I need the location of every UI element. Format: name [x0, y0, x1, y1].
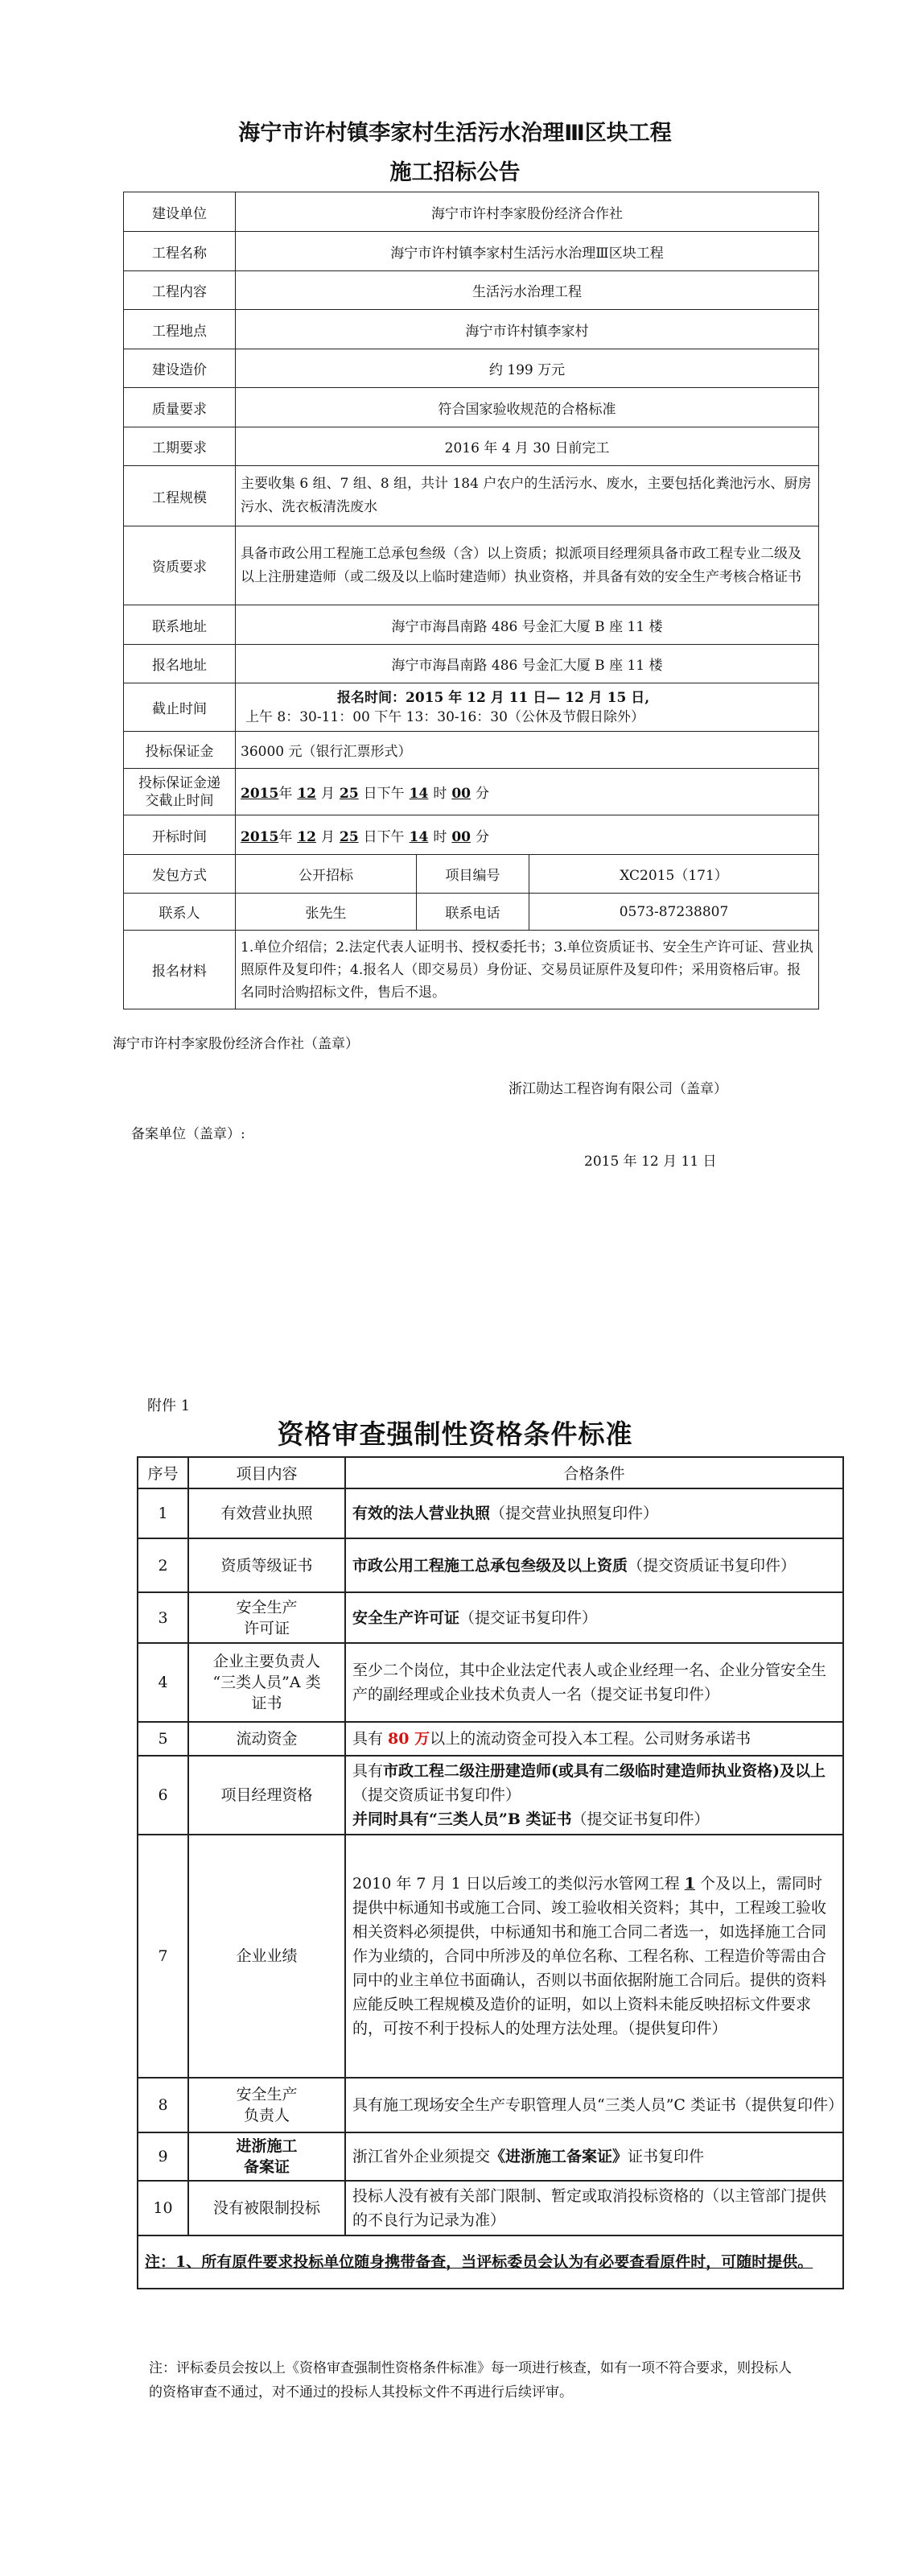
- deposit-row: [124, 732, 819, 769]
- op-month-unit: 月: [321, 828, 335, 845]
- cond-amount: 80 万: [388, 1730, 430, 1748]
- phone-label: 联系电话: [417, 894, 529, 931]
- table-row: [138, 1643, 843, 1722]
- row-cond: [345, 1488, 843, 1538]
- cond-bold: 市政工程二级注册建造师(或具有二级临时建造师执业资格)及以上: [383, 1762, 826, 1780]
- cond-post: 以上的流动资金可投入本工程。公司财务承诺书: [430, 1730, 751, 1748]
- dd-month: 12: [297, 786, 316, 802]
- cond-bold: 并同时具有“三类人员”B 类证书: [352, 1810, 572, 1828]
- cond-post: 证书复印件: [628, 2148, 705, 2165]
- row-no: 4: [138, 1643, 188, 1722]
- notice-row: [124, 605, 819, 645]
- row-value: 具备市政公用工程施工总承包叁级（含）以上资质；拟派项目经理须具备市政工程专业二级及以上注册建造师（或二级及以上临时建造师）执业资格，并具备有效的安全生产考核合格证书: [236, 526, 819, 605]
- row-no: 7: [138, 1835, 188, 2078]
- dd-year-unit: 年: [278, 786, 293, 802]
- table-row: [138, 1538, 843, 1592]
- opening-value: [236, 815, 819, 855]
- row-cond: [345, 1835, 843, 2078]
- row-value: 海宁市许村镇李家村: [236, 310, 819, 349]
- row-no: 2: [138, 1538, 188, 1592]
- row-no: 5: [138, 1722, 188, 1756]
- cond-rest: （提交资质证书复印件）: [628, 1556, 797, 1575]
- row-no: 3: [138, 1592, 188, 1643]
- dd-day-unit: 日下午: [363, 786, 405, 802]
- method-row: [124, 855, 819, 894]
- notice-row: [124, 526, 819, 605]
- op-min-unit: 分: [476, 828, 490, 845]
- dd-hour-unit: 时: [433, 786, 447, 802]
- row-label: 建设单位: [124, 192, 236, 232]
- row-cond: [345, 1722, 843, 1756]
- cond-rest: （提交营业执照复印件）: [490, 1505, 659, 1522]
- item-line: 安全生产: [236, 1598, 298, 1616]
- row-value: 海宁市许村李家股份经济合作社: [236, 192, 819, 232]
- row-item: [188, 2132, 345, 2181]
- owner-seal: 海宁市许村李家股份经济合作社（盖章）: [113, 1036, 359, 1052]
- op-month: 12: [297, 828, 316, 845]
- notice-row: [124, 388, 819, 427]
- row-label: 资质要求: [124, 526, 236, 605]
- row-item: 有效营业执照: [188, 1488, 345, 1538]
- cond-pre: 2010 年 7 月 1 日以后竣工的类似污水管网工程: [352, 1875, 685, 1893]
- item-line: 安全生产: [236, 2086, 298, 2103]
- notice-table: [123, 192, 819, 1009]
- row-value: 约 199 万元: [236, 349, 819, 388]
- table-row: [138, 2181, 843, 2235]
- op-year: 2015: [241, 828, 279, 845]
- row-item: 没有被限制投标: [188, 2181, 345, 2235]
- agency-seal: 浙江勋达工程咨询有限公司（盖章）: [509, 1081, 727, 1097]
- notice-title-line1: 海宁市许村镇李家村生活污水治理Ⅲ区块工程: [238, 121, 672, 146]
- row-label: 工期要求: [124, 427, 236, 466]
- cond-pre: 浙江省外企业须提交: [352, 2148, 491, 2165]
- materials-row: [124, 931, 819, 1009]
- deposit-deadline-row: [124, 769, 819, 815]
- cond-mid: （提交资质证书复印件）: [352, 1786, 521, 1804]
- table-note: 注：1、所有原件要求投标单位随身携带备查，当评标委员会认为有必要查看原件时，可随时提供。: [138, 2235, 843, 2289]
- project-no-value: XC2015（171）: [529, 855, 819, 894]
- op-hour: 14: [409, 828, 429, 845]
- row-label: 工程名称: [124, 232, 236, 271]
- row-cond: [345, 2132, 843, 2181]
- dd-min: 00: [451, 786, 471, 802]
- table-row: [138, 1592, 843, 1643]
- row-item: 企业业绩: [188, 1835, 345, 2078]
- header-cond: 合格条件: [345, 1457, 843, 1488]
- table-row: [138, 2078, 843, 2132]
- item-line: “三类人员”A 类: [212, 1674, 321, 1691]
- op-hour-unit: 时: [433, 828, 447, 845]
- cond-bold: 有效的法人营业执照: [352, 1505, 491, 1522]
- row-label: 质量要求: [124, 388, 236, 427]
- row-label: 报名地址: [124, 645, 236, 683]
- row-no: 1: [138, 1488, 188, 1538]
- notice-row: [124, 192, 819, 232]
- row-cond: [345, 1592, 843, 1643]
- item-line: 证书: [251, 1695, 282, 1712]
- row-value: 生活污水治理工程: [236, 271, 819, 310]
- notice-title-line2: 施工招标公告: [389, 160, 521, 185]
- table-header-row: [138, 1457, 843, 1488]
- row-value: 海宁市海昌南路 486 号金汇大厦 B 座 11 楼: [236, 605, 819, 645]
- row-cond: 至少二个岗位，其中企业法定代表人或企业经理一名、企业分管安全生产的副经理或企业技术负责人一名（提交证书复印件）: [345, 1643, 843, 1722]
- row-value: 海宁市许村镇李家村生活污水治理Ⅲ区块工程: [236, 232, 819, 271]
- deadline-line2: 上午 8：30-11：00 下午 13：30-16：30（公休及节假日除外）: [245, 708, 644, 725]
- table-row: [138, 1722, 843, 1756]
- cond-post: 个及以上，需同时提供中标通知书或施工合同、竣工验收相关资料；其中，工程竣工验收相关资料必须提供，中标通知书和施工合同二者选一，如选择施工合同作为业绩的，合同中所涉及的单位名称、工程名称、工程造价等需由合同中的业主单位书面确认，否则以书面依据附施工合同后。提供的资料应能反映工程规模及造价的证明，如以上资料未能反映招标文件要求的，可按不利于投标人的处理方法处理。（提供复印件）: [352, 1875, 827, 2037]
- header-item: 项目内容: [188, 1457, 345, 1488]
- notice-row: [124, 310, 819, 349]
- row-no: 10: [138, 2181, 188, 2235]
- deadline-line1: 报名时间：2015 年 12 月 11 日— 12 月 15 日,: [337, 689, 650, 706]
- deposit-label: 投标保证金: [124, 732, 236, 769]
- contact-value: 张先生: [236, 894, 417, 931]
- deadline-value: [236, 683, 819, 732]
- cond-rest: （提交证书复印件）: [459, 1608, 598, 1627]
- cond-bold: 《进浙施工备案证》: [490, 2148, 628, 2165]
- filing-unit: 备案单位（盖章）:: [131, 1126, 245, 1142]
- deposit-deadline-label: [124, 769, 236, 815]
- table-row: [138, 1835, 843, 2078]
- deposit-value: 36000 元（银行汇票形式）: [236, 732, 819, 769]
- notice-row: [124, 232, 819, 271]
- cond-count: 1: [684, 1875, 696, 1893]
- materials-label: 报名材料: [124, 931, 236, 1009]
- review-endnote: 注：评标委员会按以上《资格审查强制性资格条件标准》每一项进行核查，如有一项不符合要求，则投标人的资格审查不通过，对不通过的投标人其投标文件不再进行后续评审。: [149, 2360, 792, 2401]
- dd-min-unit: 分: [476, 786, 490, 802]
- opening-row: [124, 815, 819, 855]
- table-row: [138, 1488, 843, 1538]
- contact-label: 联系人: [124, 894, 236, 931]
- dd-hour: 14: [409, 786, 429, 802]
- contact-row: [124, 894, 819, 931]
- header-no: 序号: [138, 1457, 188, 1488]
- annex-title: 资格审查强制性资格条件标准: [277, 1418, 633, 1450]
- table-row: [138, 2132, 843, 2181]
- item-line: 企业主要负责人: [212, 1653, 320, 1670]
- qualification-table: [137, 1456, 844, 2289]
- row-item: [188, 1592, 345, 1643]
- notice-row: [124, 645, 819, 683]
- deadline-row: [124, 683, 819, 732]
- cond-pre: 具有: [352, 1762, 384, 1780]
- row-cond: 投标人没有被有关部门限制、暂定或取消投标资格的（以主管部门提供的不良行为记录为准）: [345, 2181, 843, 2235]
- item-line: 进浙施工: [236, 2137, 298, 2155]
- phone-value: 0573-87238807: [529, 894, 819, 931]
- cond-bold: 安全生产许可证: [352, 1608, 460, 1627]
- op-day-unit: 日下午: [363, 828, 405, 845]
- row-cond: 具有施工现场安全生产专职管理人员“三类人员”C 类证书（提供复印件）: [345, 2078, 843, 2132]
- row-label: 联系地址: [124, 605, 236, 645]
- deadline-label: 截止时间: [124, 683, 236, 732]
- table-row: [138, 1756, 843, 1835]
- row-item: [188, 1643, 345, 1722]
- row-cond: [345, 1538, 843, 1592]
- deposit-deadline-value: [236, 769, 819, 815]
- method-label: 发包方式: [124, 855, 236, 894]
- item-line: 许可证: [243, 1619, 290, 1637]
- notice-row: [124, 271, 819, 310]
- project-no-label: 项目编号: [417, 855, 529, 894]
- deposit-deadline-label-1: 投标保证金递: [138, 774, 220, 791]
- dd-day: 25: [340, 786, 359, 802]
- annex-label: 附件 1: [147, 1397, 191, 1414]
- notice-row: [124, 349, 819, 388]
- cond-post: （提交证书复印件）: [571, 1810, 710, 1828]
- opening-label: 开标时间: [124, 815, 236, 855]
- cond-pre: 具有: [352, 1730, 389, 1748]
- notice-date: 2015 年 12 月 11 日: [584, 1154, 717, 1170]
- row-value: 海宁市海昌南路 486 号金汇大厦 B 座 11 楼: [236, 645, 819, 683]
- row-label: 工程内容: [124, 271, 236, 310]
- row-cond: [345, 1756, 843, 1835]
- note-row: [138, 2235, 843, 2289]
- row-item: 流动资金: [188, 1722, 345, 1756]
- dd-month-unit: 月: [321, 786, 335, 802]
- op-min: 00: [451, 828, 471, 845]
- row-item: 资质等级证书: [188, 1538, 345, 1592]
- materials-value: 1.单位介绍信；2.法定代表人证明书、授权委托书；3.单位资质证书、安全生产许可证、营业执照原件及复印件；4.报名人（即交易员）身份证、交易员证原件及复印件；采用资格后审。报名同时洽购招标文件，售后不退。: [236, 931, 819, 1009]
- dd-year: 2015: [241, 786, 279, 802]
- item-line: 负责人: [243, 2107, 290, 2124]
- op-day: 25: [340, 828, 359, 845]
- op-year-unit: 年: [278, 828, 293, 845]
- row-item: [188, 2078, 345, 2132]
- row-no: 6: [138, 1756, 188, 1835]
- row-no: 8: [138, 2078, 188, 2132]
- method-value: 公开招标: [236, 855, 417, 894]
- row-no: 9: [138, 2132, 188, 2181]
- notice-row: [124, 466, 819, 526]
- row-value: 2016 年 4 月 30 日前完工: [236, 427, 819, 466]
- item-line: 备案证: [243, 2158, 290, 2176]
- row-item: 项目经理资格: [188, 1756, 345, 1835]
- row-value: 符合国家验收规范的合格标准: [236, 388, 819, 427]
- notice-row: [124, 427, 819, 466]
- row-label: 工程地点: [124, 310, 236, 349]
- deposit-deadline-label-2: 交截止时间: [145, 792, 214, 809]
- row-value: 主要收集 6 组、7 组、8 组，共计 184 户农户的生活污水、废水，主要包括化粪池污水、厨房污水、洗衣板清洗废水: [236, 466, 819, 526]
- row-label: 建设造价: [124, 349, 236, 388]
- cond-bold: 市政公用工程施工总承包叁级及以上资质: [352, 1556, 628, 1575]
- row-label: 工程规模: [124, 466, 236, 526]
